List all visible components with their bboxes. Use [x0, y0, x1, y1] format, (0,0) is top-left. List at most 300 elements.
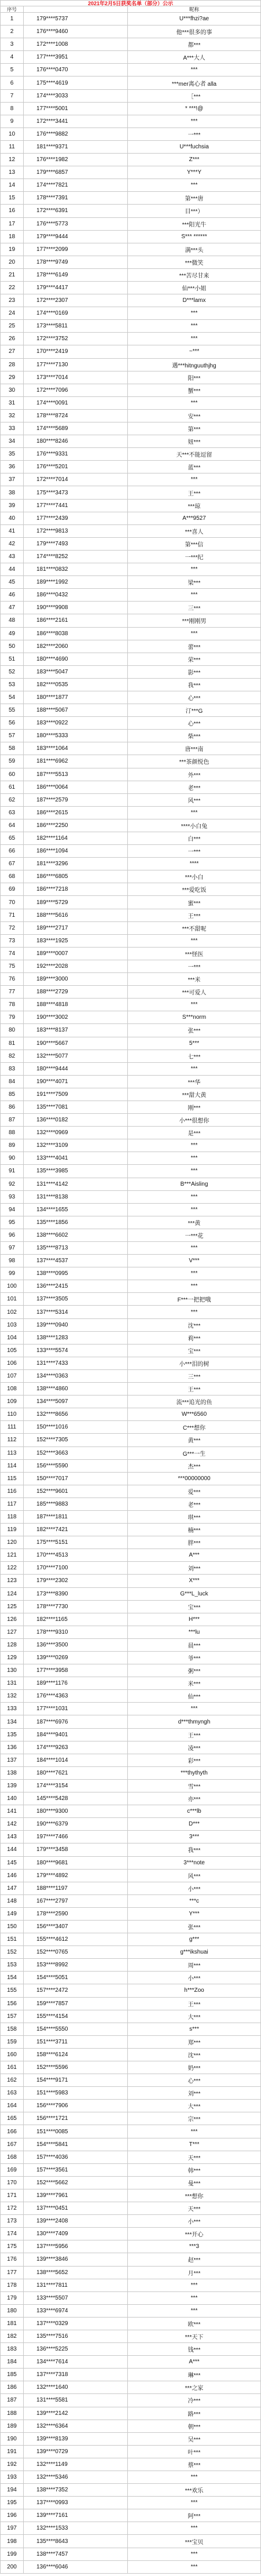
- table-row: [1, 742, 260, 755]
- nickname: 七***: [188, 1054, 201, 1061]
- nickname: ***: [190, 182, 198, 189]
- phone-number: 178****2590: [24, 1908, 128, 1920]
- table-row: [1, 1370, 260, 1383]
- row-number: 74: [1, 948, 24, 960]
- nickname: ***: [190, 630, 198, 637]
- phone-number: 136****6046: [24, 2561, 128, 2573]
- row-number: 173: [1, 2215, 24, 2227]
- phone-number: 152****3663: [24, 1447, 128, 1459]
- table-row: [1, 1998, 260, 2010]
- table-row: [1, 2458, 260, 2471]
- phone-number: 170****7100: [24, 1562, 128, 1574]
- nickname: ***: [190, 476, 198, 483]
- table-row: [1, 179, 260, 192]
- nickname: ***: [190, 937, 198, 944]
- nickname: 晨***: [188, 1642, 201, 1649]
- table-row: [1, 1101, 260, 1114]
- nickname: ***: [190, 2525, 198, 2532]
- phone-number: 190****5667: [24, 1037, 128, 1050]
- table-row: [1, 2100, 260, 2112]
- table-row: [1, 2509, 260, 2522]
- nickname: 一***花: [185, 1233, 204, 1240]
- table-row: [1, 2074, 260, 2087]
- table-row: [1, 2177, 260, 2189]
- nickname: 宝***: [188, 1348, 201, 1355]
- phone-number: 179****4417: [24, 282, 128, 294]
- row-number: 23: [1, 294, 24, 307]
- row-number: 95: [1, 1216, 24, 1229]
- phone-number: 186****6805: [24, 870, 128, 883]
- phone-number: 172****7014: [24, 473, 128, 486]
- table-row: [1, 1536, 260, 1549]
- row-number: 54: [1, 691, 24, 704]
- nickname: ***: [190, 1142, 198, 1149]
- table-row: [1, 1280, 260, 1293]
- row-number: 63: [1, 807, 24, 819]
- row-number: 157: [1, 2010, 24, 2023]
- table-row: [1, 1741, 260, 1754]
- phone-number: 189****5729: [24, 896, 128, 908]
- phone-number: 172****3441: [24, 115, 128, 127]
- table-row: [1, 653, 260, 666]
- nickname: 爷***: [188, 1656, 201, 1663]
- phone-number: 181****3296: [24, 858, 128, 870]
- phone-number: 157****2472: [24, 1984, 128, 1996]
- phone-number: 176****5201: [24, 461, 128, 473]
- phone-number: 186****0064: [24, 781, 128, 793]
- row-number: 154: [1, 1972, 24, 1984]
- row-number: 143: [1, 1831, 24, 1843]
- table-row: [1, 1293, 260, 1306]
- table-row: [1, 1767, 260, 1780]
- phone-number: 170****4513: [24, 1549, 128, 1561]
- row-number: 199: [1, 2548, 24, 2560]
- phone-number: 135****1856: [24, 1216, 128, 1229]
- table-row: [1, 461, 260, 473]
- nickname: ***甜大黄: [182, 1092, 207, 1099]
- phone-number: 189****1992: [24, 576, 128, 588]
- row-number: 44: [1, 563, 24, 575]
- header-phone: [24, 6, 128, 12]
- phone-number: 131****7811: [24, 2279, 128, 2291]
- row-number: 176: [1, 2253, 24, 2265]
- row-number: 117: [1, 1498, 24, 1510]
- row-number: 163: [1, 2087, 24, 2099]
- nickname: ***: [190, 336, 198, 343]
- nickname: ***: [190, 2128, 198, 2135]
- table-row: [1, 1345, 260, 1357]
- nickname: ***: [190, 399, 198, 406]
- phone-number: 133****5507: [24, 2292, 128, 2304]
- table-row: [1, 1882, 260, 1895]
- nickname: 月***: [188, 2270, 201, 2277]
- nickname: ~***: [189, 348, 200, 355]
- row-number: 35: [1, 448, 24, 460]
- nickname: 黄***: [188, 1438, 201, 1445]
- row-number: 110: [1, 1408, 24, 1420]
- row-number: 21: [1, 269, 24, 281]
- nickname: ***lu: [188, 1628, 200, 1635]
- nickname: ***: [190, 1245, 198, 1252]
- nickname: 小***: [188, 1976, 201, 1983]
- row-number: 83: [1, 1063, 24, 1075]
- nickname: ***thythyth: [181, 1769, 208, 1776]
- nickname: 欧***: [188, 2321, 201, 2328]
- table-row: [1, 1178, 260, 1191]
- phone-number: 181****9371: [24, 141, 128, 153]
- table-row: [1, 883, 260, 896]
- nickname: 蓝***: [188, 465, 201, 472]
- phone-number: 150****1016: [24, 1421, 128, 1433]
- row-number: 68: [1, 870, 24, 883]
- table-row: [1, 25, 260, 38]
- nickname: 王***: [188, 490, 201, 497]
- table-row: [1, 371, 260, 384]
- nickname: 唐***南: [185, 746, 204, 753]
- table-row: [1, 858, 260, 870]
- table-row: [1, 2240, 260, 2253]
- table-row: [1, 1242, 260, 1255]
- phone-number: 158****6124: [24, 2049, 128, 2061]
- table-row: [1, 1396, 260, 1408]
- nickname: H***: [189, 1616, 200, 1623]
- header-number: 序号: [1, 6, 24, 12]
- table-row: [1, 1639, 260, 1652]
- phone-number: 174****8252: [24, 551, 128, 563]
- table-row: [1, 2548, 260, 2561]
- table-row: [1, 1921, 260, 1933]
- table-row: [1, 1677, 260, 1690]
- table-row: [1, 1216, 260, 1229]
- table-header: [1, 6, 260, 13]
- phone-number: 170****2419: [24, 345, 128, 358]
- phone-number: 132****1533: [24, 2522, 128, 2534]
- phone-number: 173****7014: [24, 371, 128, 384]
- row-number: 134: [1, 1715, 24, 1728]
- row-number: 180: [1, 2305, 24, 2317]
- phone-number: 139****2408: [24, 2215, 128, 2227]
- row-number: 14: [1, 179, 24, 191]
- row-number: 156: [1, 1998, 24, 2010]
- nickname: 蔡***: [188, 2462, 201, 2469]
- table-row: [1, 1664, 260, 1677]
- phone-number: 134****7614: [24, 2356, 128, 2368]
- nickname: 第***唐: [185, 196, 204, 203]
- row-number: 96: [1, 1229, 24, 1241]
- nickname: 刚***: [188, 1105, 201, 1112]
- phone-number: 153****8992: [24, 1959, 128, 1971]
- phone-number: 174****7821: [24, 179, 128, 191]
- table-row: [1, 1870, 260, 1882]
- table-row: [1, 269, 260, 282]
- nickname: 宗***: [188, 2116, 201, 2123]
- row-number: 142: [1, 1818, 24, 1830]
- nickname: D***: [189, 1821, 200, 1828]
- table-row: [1, 2381, 260, 2394]
- nickname: d***thmyngh: [178, 1718, 211, 1725]
- phone-number: 138****7352: [24, 2484, 128, 2496]
- nickname: 凌***: [188, 1745, 201, 1752]
- row-number: 43: [1, 551, 24, 563]
- nickname: ***: [190, 323, 198, 330]
- table-row: [1, 1139, 260, 1152]
- phone-number: 174****3033: [24, 90, 128, 102]
- table-row: [1, 1498, 260, 1511]
- table-row: [1, 896, 260, 909]
- nickname: 路***: [188, 2411, 201, 2418]
- row-number: 129: [1, 1652, 24, 1664]
- phone-number: 183****0922: [24, 717, 128, 729]
- nickname: ***: [190, 2551, 198, 2557]
- nickname: 一***纪: [185, 554, 204, 561]
- table-row: [1, 2049, 260, 2061]
- nickname: ***: [190, 2282, 198, 2289]
- nickname: 王***: [188, 2001, 201, 2008]
- phone-number: 187****6976: [24, 1715, 128, 1728]
- nickname: ***: [190, 1001, 198, 1008]
- row-number: 76: [1, 973, 24, 985]
- phone-number: 138****0995: [24, 1267, 128, 1280]
- row-number: 162: [1, 2074, 24, 2086]
- phone-number: 151****5983: [24, 2087, 128, 2099]
- nickname: ***: [190, 2474, 198, 2481]
- row-number: 8: [1, 103, 24, 115]
- phone-number: 176****9460: [24, 25, 128, 38]
- list-title: 2021年2月5日获奖名单（部分）公示: [1, 0, 260, 6]
- phone-number: 151****0085: [24, 2125, 128, 2137]
- nickname: 安***: [188, 413, 201, 420]
- phone-number: 132****5077: [24, 1050, 128, 1062]
- nickname: 心***: [188, 721, 201, 728]
- nickname: 王***: [188, 913, 201, 920]
- phone-number: 136****5225: [24, 2343, 128, 2355]
- phone-number: 154****5051: [24, 1972, 128, 1984]
- nickname: B***Aisling: [180, 1180, 208, 1187]
- row-number: 169: [1, 2164, 24, 2176]
- nickname: ***微笑: [185, 260, 204, 267]
- table-row: [1, 256, 260, 269]
- table-row: [1, 76, 260, 89]
- phone-number: 183****8137: [24, 1024, 128, 1036]
- row-number: 31: [1, 397, 24, 409]
- nickname: 目***）: [185, 209, 204, 216]
- phone-number: 180****9444: [24, 1063, 128, 1075]
- table-row: [1, 1715, 260, 1728]
- table-row: [1, 922, 260, 935]
- nickname: ***: [190, 118, 198, 125]
- nickname: 阳***: [188, 375, 201, 382]
- row-number: 32: [1, 410, 24, 422]
- nickname: 奶***: [188, 2065, 201, 2072]
- phone-number: 180****5333: [24, 730, 128, 742]
- row-number: 102: [1, 1306, 24, 1318]
- phone-number: 182****7421: [24, 1524, 128, 1536]
- table-row: [1, 2189, 260, 2202]
- nickname: 琳***: [188, 2373, 201, 2380]
- nickname: 爱***: [188, 1489, 201, 1496]
- nickname: 妞***: [188, 439, 201, 446]
- row-number: 149: [1, 1908, 24, 1920]
- phone-number: 139****0940: [24, 1319, 128, 1331]
- nickname: ***: [190, 1309, 198, 1316]
- phone-number: 156****5590: [24, 1460, 128, 1472]
- phone-number: 175****5151: [24, 1536, 128, 1548]
- table-row: [1, 2369, 260, 2381]
- row-number: 45: [1, 576, 24, 588]
- row-number: 126: [1, 1613, 24, 1626]
- phone-number: 186****1094: [24, 845, 128, 857]
- row-number: 138: [1, 1767, 24, 1779]
- nickname: V***: [189, 1258, 200, 1265]
- phone-number: 179****2302: [24, 1575, 128, 1587]
- nickname: g***ikshuai: [180, 1949, 208, 1956]
- table-row: [1, 1076, 260, 1088]
- phone-number: 174****9263: [24, 1741, 128, 1754]
- row-number: 3: [1, 38, 24, 50]
- table-row: [1, 90, 260, 103]
- phone-number: 186****2250: [24, 819, 128, 832]
- table-row: [1, 755, 260, 768]
- table-row: [1, 231, 260, 243]
- phone-number: 131****5581: [24, 2394, 128, 2406]
- nickname: 外***: [188, 772, 201, 779]
- nickname: 大***: [188, 2014, 201, 2021]
- table-row: [1, 2343, 260, 2356]
- phone-number: 178****8724: [24, 410, 128, 422]
- phone-number: 157****4036: [24, 2151, 128, 2163]
- phone-number: 175****4619: [24, 76, 128, 89]
- table-row: [1, 1152, 260, 1165]
- row-number: 70: [1, 896, 24, 908]
- phone-number: 177****3951: [24, 51, 128, 63]
- nickname: 米***: [188, 1681, 201, 1688]
- nickname: Y***Y: [186, 169, 201, 176]
- row-number: 198: [1, 2535, 24, 2547]
- row-number: 79: [1, 1011, 24, 1023]
- table-row: [1, 2471, 260, 2484]
- phone-number: 177****3958: [24, 1664, 128, 1677]
- table-row: [1, 2394, 260, 2407]
- phone-number: 181****0832: [24, 563, 128, 575]
- table-row: [1, 1319, 260, 1332]
- nickname: 三***: [188, 1373, 201, 1380]
- phone-number: 135****8713: [24, 1242, 128, 1254]
- phone-number: 137****0993: [24, 2497, 128, 2509]
- row-number: 5: [1, 64, 24, 76]
- table-row: [1, 1383, 260, 1396]
- table-row: [1, 2215, 260, 2228]
- phone-number: 180****9300: [24, 1805, 128, 1817]
- table-row: [1, 307, 260, 320]
- table-row: [1, 282, 260, 294]
- row-number: 114: [1, 1460, 24, 1472]
- row-number: 172: [1, 2202, 24, 2214]
- nickname: 雪***: [188, 1783, 201, 1790]
- nickname: 一***: [188, 849, 201, 856]
- table-row: [1, 691, 260, 704]
- row-number: 18: [1, 231, 24, 243]
- phone-number: 139****0269: [24, 1652, 128, 1664]
- table-row: [1, 1984, 260, 1997]
- nickname: 阿***: [188, 2513, 201, 2520]
- row-number: 133: [1, 1703, 24, 1715]
- phone-number: 154****5841: [24, 2138, 128, 2151]
- row-number: 164: [1, 2100, 24, 2112]
- phone-number: 138****1283: [24, 1332, 128, 1344]
- table-row: [1, 435, 260, 448]
- phone-number: 155****4154: [24, 2010, 128, 2023]
- row-number: 51: [1, 653, 24, 665]
- phone-number: 180****8246: [24, 435, 128, 447]
- table-row: [1, 2125, 260, 2138]
- row-number: 123: [1, 1575, 24, 1587]
- table-row: [1, 294, 260, 307]
- nickname: ****: [189, 861, 199, 868]
- nickname: 钱***: [188, 2347, 201, 2354]
- table-row: [1, 1818, 260, 1831]
- nickname: ***: [190, 1193, 198, 1200]
- row-number: 166: [1, 2125, 24, 2137]
- table-row: [1, 1933, 260, 1946]
- nickname: G***一生: [182, 1451, 206, 1458]
- nickname: ***c: [189, 1897, 199, 1904]
- header-nickname: 昵称: [189, 6, 199, 12]
- row-number: 30: [1, 384, 24, 396]
- phone-number: 178****9749: [24, 256, 128, 268]
- nickname: ***: [190, 1065, 198, 1072]
- nickname: 王***: [188, 1387, 201, 1394]
- nickname: 沈***: [188, 2052, 201, 2059]
- row-number: 196: [1, 2509, 24, 2522]
- nickname: 曼***: [188, 2180, 201, 2187]
- row-number: 124: [1, 1588, 24, 1600]
- row-number: 148: [1, 1895, 24, 1907]
- nickname: ***: [190, 1283, 198, 1290]
- row-number: 10: [1, 128, 24, 140]
- row-number: 91: [1, 1165, 24, 1177]
- row-number: 144: [1, 1843, 24, 1856]
- table-row: [1, 2330, 260, 2343]
- row-number: 72: [1, 922, 24, 934]
- table-row: [1, 589, 260, 602]
- nickname: 3***: [189, 1834, 200, 1841]
- phone-number: 137****7318: [24, 2369, 128, 2381]
- phone-number: 180****4690: [24, 653, 128, 665]
- table-row: [1, 1601, 260, 1613]
- phone-number: 176****5773: [24, 218, 128, 230]
- row-number: 1: [1, 13, 24, 25]
- row-number: 151: [1, 1933, 24, 1945]
- phone-number: 151****3711: [24, 2036, 128, 2048]
- nickname: ***怪医: [185, 951, 204, 958]
- table-row: [1, 2138, 260, 2151]
- table-row: [1, 2164, 260, 2177]
- row-number: 115: [1, 1473, 24, 1485]
- phone-number: 133****4041: [24, 1152, 128, 1164]
- phone-number: 177****7130: [24, 359, 128, 371]
- row-number: 99: [1, 1267, 24, 1280]
- phone-number: 174****0169: [24, 307, 128, 319]
- row-number: 97: [1, 1242, 24, 1254]
- nickname: 小***泪的树: [179, 1361, 209, 1368]
- row-number: 65: [1, 832, 24, 844]
- table-row: [1, 2561, 260, 2574]
- nickname: h***Zoo: [184, 1987, 204, 1994]
- row-number: 137: [1, 1754, 24, 1766]
- table-row: [1, 1652, 260, 1664]
- table-row: [1, 1460, 260, 1473]
- row-number: 177: [1, 2267, 24, 2279]
